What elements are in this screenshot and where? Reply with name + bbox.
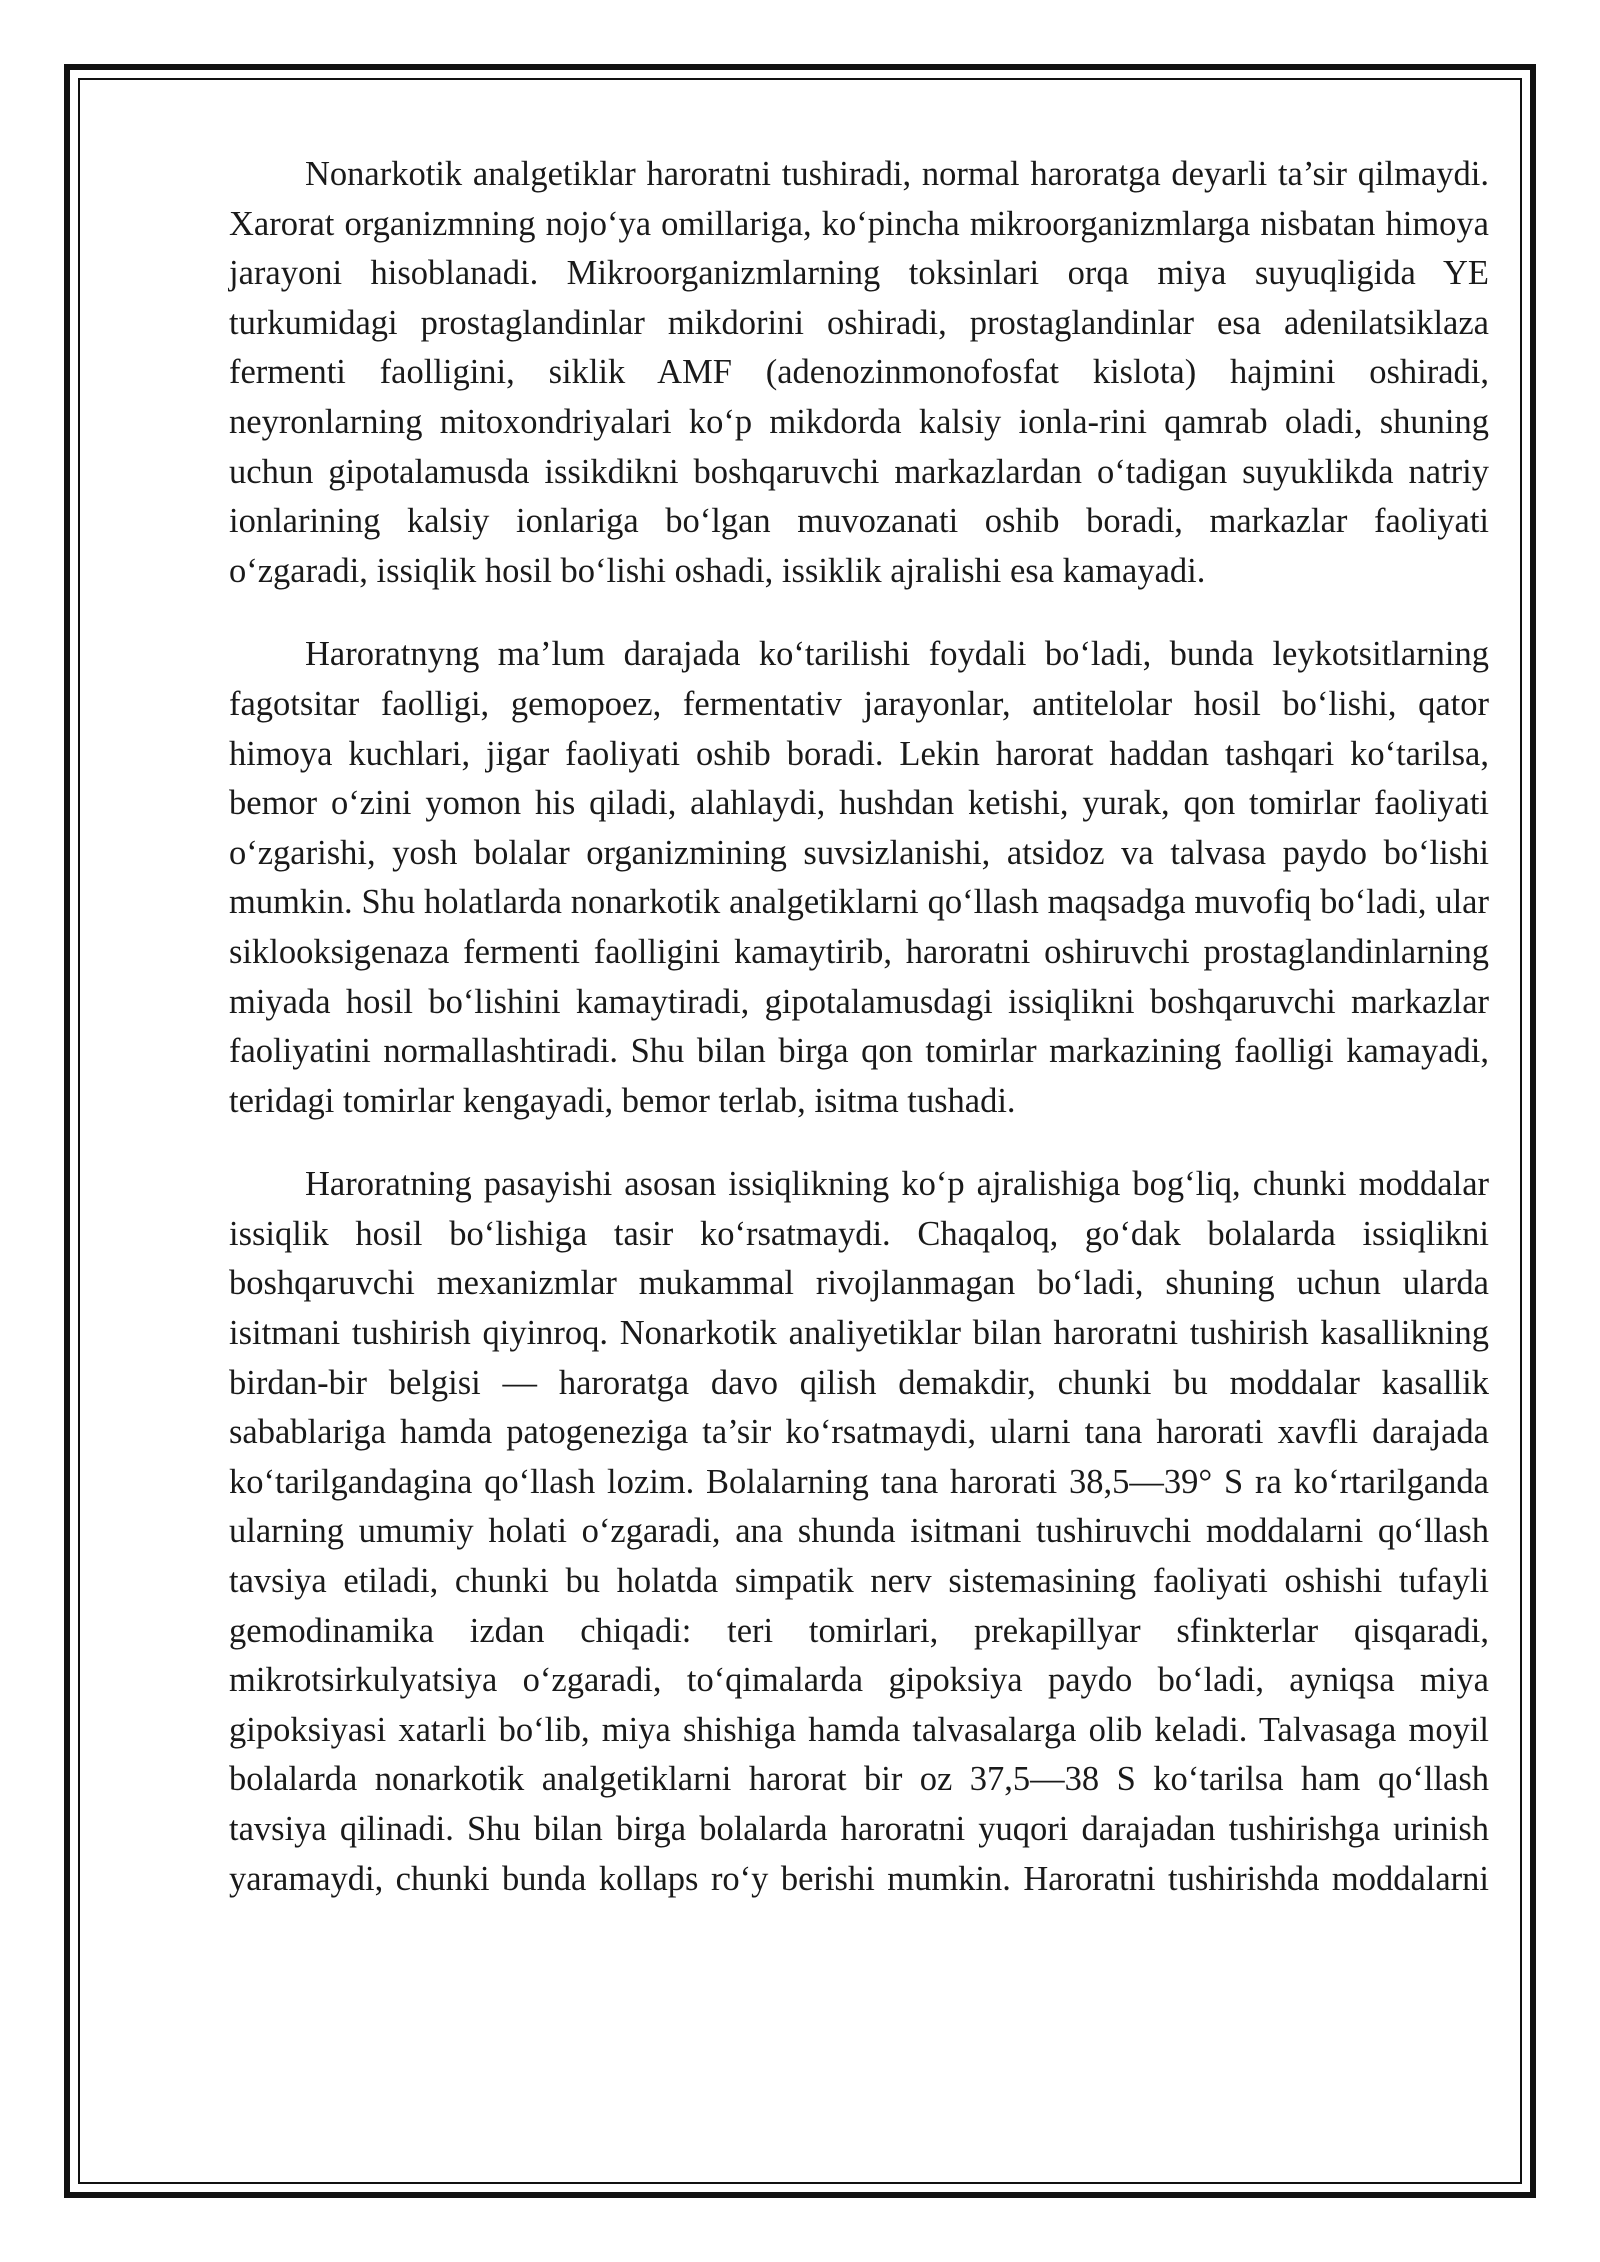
- paragraph-2: Haroratnyng ma’lum darajada ko‘tarilishi foydali bo‘ladi, bunda leykotsitlarning fagotsitar faolligi, gemopoez, fermentativ jarayonlar, antitelolar hosil bo‘lishi, qator himoya kuchlari, jigar faoliyati oshib boradi. Lekin harorat haddan tashqari ko‘tarilsa, bemor o‘zini yomon his qiladi, alahlaydi, hushdan ketishi, yurak, qon tomirlar faoliyati o‘zgarishi, yosh bolalar organizmining suvsizlanishi, atsidoz va talvasa paydo bo‘lishi mumkin. Shu holatlarda nonarkotik analgetiklarni qo‘llash maqsadga muvofiq bo‘ladi, ular siklooksigenaza fermenti faolligini kamaytirib, haroratni oshiruvchi prostaglandinlarning miyada hosil bo‘lishini kamaytiradi, gipotalamusdagi issiqlikni boshqaruvchi markazlar faoliyatini normallashtiradi. Shu bilan birga qon tomirlar markazining faolligi kamayadi, teridagi tomirlar kengayadi, bemor terlab, isitma tushadi.: [229, 635, 1489, 1120]
- paragraph-3: Haroratning pasayishi asosan issiqlikning ko‘p ajralishiga bog‘liq, chunki moddalar issiqlik hosil bo‘lishiga tasir ko‘rsatmaydi. Chaqaloq, go‘dak bolalarda issiqlikni boshqaruvchi mexanizmlar mukammal rivojlanmagan bo‘ladi, shuning uchun ularda isitmani tushirish qiyinroq. Nonarkotik analiyetiklar bilan haroratni tushirish kasallikning birdan-bir belgisi — haroratga davo qilish demakdir, chunki bu moddalar kasallik sabablariga hamda patogeneziga ta’sir ko‘rsatmaydi, ularni tana harorati xavfli darajada ko‘tarilgandagina qo‘llash lozim. Bolalarning tana harorati 38,5—39° S ra ko‘rtarilganda ularning umumiy holati o‘zgaradi, ana shunda isitmani tushiruvchi moddalarni qo‘llash tavsiya etiladi, chunki bu holatda simpatik nerv sistemasining faoliyati oshishi tufayli gemodinamika izdan chiqadi: teri tomirlari, prekapillyar sfinkterlar qisqaradi, mikrotsirkulyatsiya o‘zgaradi, to‘qimalarda gipoksiya paydo bo‘ladi, ayniqsa miya gipoksiyasi xatarli bo‘lib, miya shishiga hamda talvasalarga olib keladi. Talvasaga moyil bolalarda nonarkotik analgetiklarni harorat bir oz 37,5—38 S ko‘tarilsa ham qo‘llash tavsiya qilinadi. Shu bilan birga bolalarda haroratni yuqori darajadan tushirishga urinish yaramaydi, chunki bunda kollaps ro‘y berishi mumkin. Haroratni tushirishda moddalarni: [229, 1165, 1489, 1898]
- document-body: [229, 150, 1489, 1904]
- paragraph-1: Nonarkotik analgetiklar haroratni tushiradi, normal haroratga deyarli ta’sir qilmaydi. Xarorat organizmning nojo‘ya omillariga, ko‘pincha mikroorganizmlarga nisbatan himoya jarayoni hisoblanadi. Mikroorganizmlarning toksinlari orqa miya suyuqligida YE turkumidagi prostaglandinlar mikdorini oshiradi, prostaglandinlar esa adenilatsiklaza fermenti faolligini, siklik AMF (adenozinmonofosfat kislota) hajmini oshiradi, neyronlarning mitoxondriyalari ko‘p mikdorda kalsiy ionla-rini qamrab oladi, shuning uchun gipotalamusda issikdikni boshqaruvchi markazlardan o‘tadigan suyuklikda natriy ionlarining kalsiy ionlariga bo‘lgan muvozanati oshib boradi, markazlar faoliyati o‘zgaradi, issiqlik hosil bo‘lishi oshadi, issiklik ajralishi esa kamayadi.: [229, 155, 1489, 590]
